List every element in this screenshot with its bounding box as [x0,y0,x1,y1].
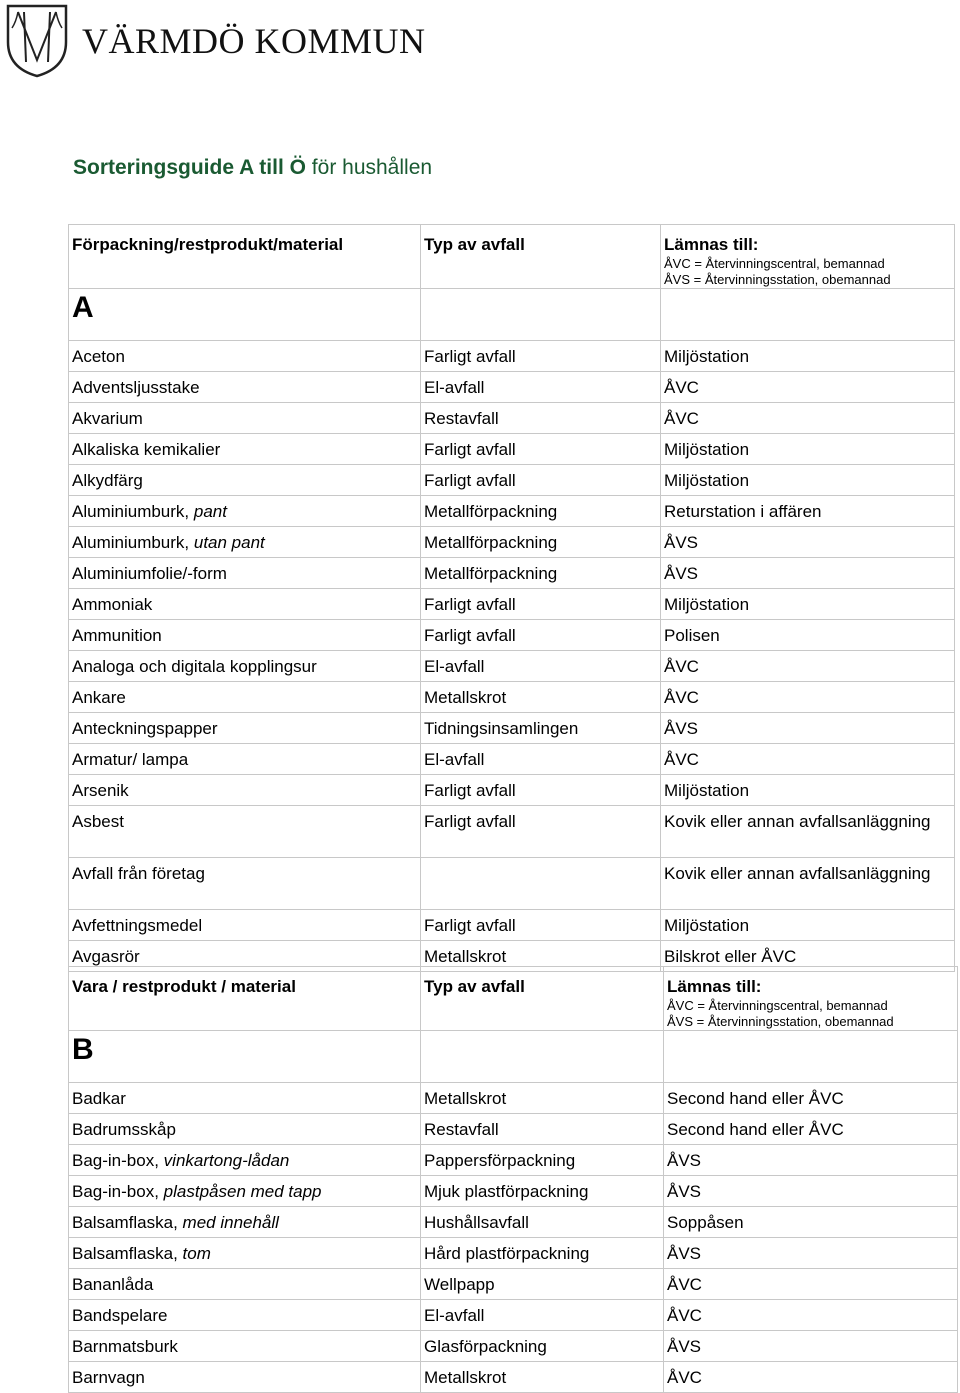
page-title [73,156,432,180]
item-qualifier: med innehåll [182,1213,279,1232]
item-cell [69,589,421,620]
table-row [69,682,955,713]
item-name: Analoga och digitala kopplingsur [72,657,317,676]
item-name: Alkaliska kemikalier [72,440,221,459]
legend-avs: ÅVS = Återvinningsstation, obemannad [667,1014,894,1029]
waste-type-cell: El-avfall [421,651,661,682]
waste-type-cell: Farligt avfall [421,910,661,941]
item-name: Aluminiumburk, [72,533,194,552]
destination-cell: Polisen [661,620,955,651]
municipality-logo [4,2,70,78]
item-name: Bananlåda [72,1275,154,1294]
waste-type-cell: El-avfall [421,744,661,775]
item-name: Arsenik [72,781,129,800]
table-row [69,1145,958,1176]
item-cell [69,372,421,403]
table-row [69,1114,958,1145]
empty-cell [421,1031,664,1083]
item-name: Avfettningsmedel [72,916,203,935]
waste-type-cell: Pappersförpackning [421,1145,664,1176]
item-cell [69,434,421,465]
item-cell [69,651,421,682]
title-rest: för hushållen [305,156,433,179]
item-name: Ammoniak [72,595,153,614]
destination-cell: ÅVC [661,651,955,682]
destination-cell: ÅVC [661,403,955,434]
empty-cell [664,1031,958,1083]
table-row [69,1331,958,1362]
waste-type-cell: Farligt avfall [421,341,661,372]
item-name: Badrumsskåp [72,1120,176,1139]
org-name: VÄRMDÖ KOMMUN [82,21,426,61]
legend-avc: ÅVC = Återvinningscentral, bemannad [667,998,888,1013]
table-row [69,558,955,589]
table-row [69,465,955,496]
waste-type-cell: Wellpapp [421,1269,664,1300]
item-name: Adventsljusstake [72,378,200,397]
waste-type-cell: Mjuk plastförpackning [421,1176,664,1207]
sorting-table-a [68,224,955,972]
item-name: Anteckningspapper [72,719,218,738]
waste-type-cell: Metallskrot [421,1083,664,1114]
item-cell [69,527,421,558]
item-cell [69,1114,421,1145]
item-cell [69,1207,421,1238]
column-header-type: Typ av avfall [421,967,664,1031]
item-name: Balsamflaska, [72,1213,183,1232]
destination-cell: ÅVC [664,1362,958,1393]
column-header-destination [664,967,958,1031]
item-cell [69,403,421,434]
destination-cell: ÅVS [664,1145,958,1176]
item-cell [69,910,421,941]
column-header-destination-label: Lämnas till: [664,235,759,254]
table-row [69,1362,958,1393]
destination-cell: Kovik eller annan avfallsanläggning [661,858,955,910]
item-cell [69,713,421,744]
item-name: Balsamflaska, [72,1244,183,1263]
table-row [69,858,955,910]
item-cell [69,558,421,589]
item-cell [69,620,421,651]
sorting-table-b [68,966,958,1393]
waste-type-cell: Metallförpackning [421,527,661,558]
legend-avc: ÅVC = Återvinningscentral, bemannad [664,256,885,271]
item-cell [69,806,421,858]
destination-cell: Returstation i affären [661,496,955,527]
item-cell [69,1238,421,1269]
table-row [69,496,955,527]
empty-cell [661,289,955,341]
destination-cell: ÅVS [664,1238,958,1269]
destination-cell: ÅVS [661,558,955,589]
destination-cell: ÅVS [661,527,955,558]
table-row [69,341,955,372]
table-row [69,910,955,941]
item-name: Ammunition [72,626,162,645]
table-row [69,1083,958,1114]
item-name: Badkar [72,1089,126,1108]
column-header-item: Vara / restprodukt / material [69,967,421,1031]
waste-type-cell: Glasförpackning [421,1331,664,1362]
waste-type-cell: Farligt avfall [421,620,661,651]
table-row [69,806,955,858]
waste-type-cell: Farligt avfall [421,806,661,858]
section-b-letter-row [69,1031,958,1083]
destination-cell: ÅVS [664,1176,958,1207]
destination-cell: Kovik eller annan avfallsanläggning [661,806,955,858]
item-name: Avfall från företag [72,864,205,883]
table-row [69,1269,958,1300]
item-cell [69,465,421,496]
destination-cell: ÅVC [664,1300,958,1331]
item-cell [69,858,421,910]
item-name: Akvarium [72,409,143,428]
destination-cell: Second hand eller ÅVC [664,1083,958,1114]
section-letter: B [69,1031,421,1083]
table-row [69,620,955,651]
item-name: Barnvagn [72,1368,145,1387]
waste-type-cell: Metallskrot [421,941,661,972]
item-qualifier: pant [193,502,227,521]
destination-cell: Miljöstation [661,910,955,941]
item-cell [69,1145,421,1176]
item-name: Armatur/ lampa [72,750,189,769]
table-row [69,403,955,434]
table-row [69,372,955,403]
waste-type-cell: Farligt avfall [421,589,661,620]
destination-cell: ÅVC [661,682,955,713]
waste-type-cell: Metallförpackning [421,558,661,589]
item-cell [69,775,421,806]
item-name: Alkydfärg [72,471,143,490]
table-row [69,1207,958,1238]
item-cell [69,1300,421,1331]
table-row [69,651,955,682]
table-row [69,434,955,465]
item-name: Avgasrör [72,947,140,966]
item-cell [69,1269,421,1300]
waste-type-cell: Restavfall [421,403,661,434]
destination-cell: Miljöstation [661,434,955,465]
item-cell [69,1176,421,1207]
item-cell [69,1083,421,1114]
item-name: Aceton [72,347,125,366]
column-header-item: Förpackning/restprodukt/material [69,225,421,289]
item-name: Aluminiumburk, [72,502,194,521]
destination-cell: Miljöstation [661,775,955,806]
item-qualifier: vinkartong-lådan [163,1151,290,1170]
destination-cell: ÅVC [664,1269,958,1300]
waste-type-cell [421,858,661,910]
item-name: Asbest [72,812,124,831]
table-row [69,1300,958,1331]
item-cell [69,341,421,372]
item-qualifier: tom [182,1244,211,1263]
item-cell [69,496,421,527]
item-cell [69,682,421,713]
item-name: Bag-in-box, [72,1182,164,1201]
column-header-type: Typ av avfall [421,225,661,289]
legend-avs: ÅVS = Återvinningsstation, obemannad [664,272,891,287]
table-row [69,1238,958,1269]
waste-type-cell: Metallförpackning [421,496,661,527]
item-name: Barnmatsburk [72,1337,178,1356]
item-qualifier: utan pant [193,533,265,552]
item-name: Aluminiumfolie/-form [72,564,227,583]
title-bold: Sorteringsguide A till Ö [73,156,306,179]
section-a-header-row [69,225,955,289]
section-letter: A [69,289,421,341]
destination-cell: Soppåsen [664,1207,958,1238]
table-row [69,775,955,806]
table-row [69,1176,958,1207]
waste-type-cell: El-avfall [421,1300,664,1331]
waste-type-cell: Farligt avfall [421,775,661,806]
destination-cell: Miljöstation [661,589,955,620]
waste-type-cell: Restavfall [421,1114,664,1145]
item-cell [69,744,421,775]
waste-type-cell: El-avfall [421,372,661,403]
item-name: Bag-in-box, [72,1151,164,1170]
section-b-header-row [69,967,958,1031]
destination-cell: Bilskrot eller ÅVC [661,941,955,972]
column-header-destination [661,225,955,289]
item-cell [69,1362,421,1393]
destination-cell: Miljöstation [661,465,955,496]
waste-type-cell: Metallskrot [421,1362,664,1393]
table-row [69,527,955,558]
column-header-destination-label: Lämnas till: [667,977,762,996]
waste-type-cell: Metallskrot [421,682,661,713]
destination-cell: Second hand eller ÅVC [664,1114,958,1145]
item-name: Ankare [72,688,126,707]
waste-type-cell: Hård plastförpackning [421,1238,664,1269]
item-cell [69,1331,421,1362]
waste-type-cell: Hushållsavfall [421,1207,664,1238]
item-name: Bandspelare [72,1306,168,1325]
destination-cell: ÅVC [661,744,955,775]
destination-cell: Miljöstation [661,341,955,372]
waste-type-cell: Farligt avfall [421,434,661,465]
empty-cell [421,289,661,341]
destination-cell: ÅVC [661,372,955,403]
table-row [69,589,955,620]
section-a-letter-row [69,289,955,341]
destination-cell: ÅVS [661,713,955,744]
item-qualifier: plastpåsen med tapp [163,1182,322,1201]
waste-type-cell: Farligt avfall [421,465,661,496]
waste-type-cell: Tidningsinsamlingen [421,713,661,744]
table-row [69,744,955,775]
destination-cell: ÅVS [664,1331,958,1362]
table-row [69,713,955,744]
